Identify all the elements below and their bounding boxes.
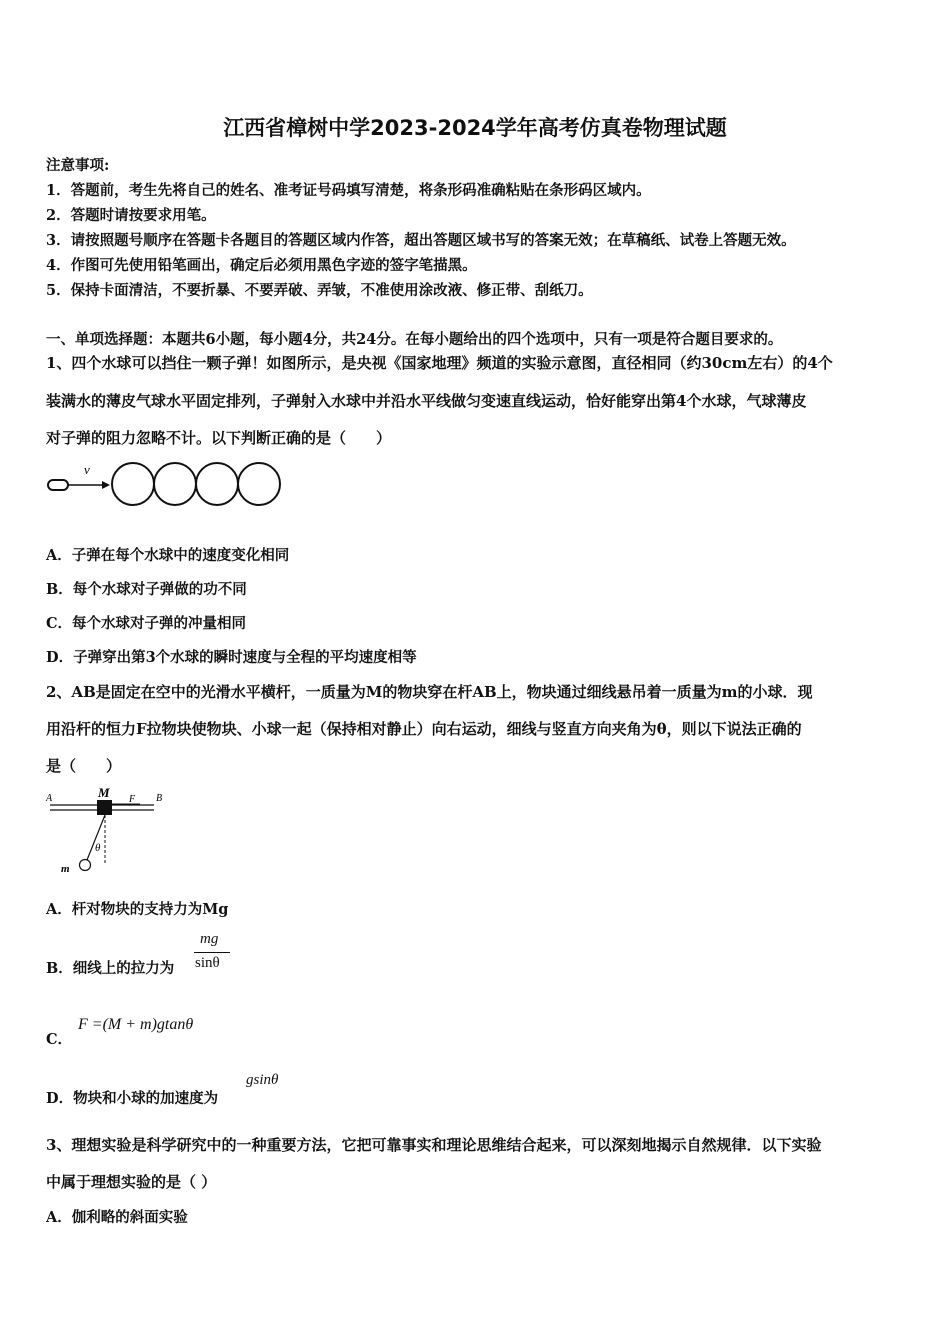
block-M xyxy=(97,800,112,815)
q3-line-1: 3、理想实验是科学研究中的一种重要方法，它把可靠事实和理论思维结合起来，可以深刻地揭示自然规律．以下实验 xyxy=(46,1136,822,1154)
q2-line-2: 用沿杆的恒力F拉物块使物块、小球一起（保持相对静止）向右运动，细线与竖直方向夹角为θ，则以下说法正确的 xyxy=(46,720,802,738)
q2-option-d: D．物块和小球的加速度为 xyxy=(46,1090,219,1107)
q1-option-c: C．每个水球对子弹的冲量相同 xyxy=(46,615,247,632)
exam-title: 江西省樟树中学2023-2024学年高考仿真卷物理试题 xyxy=(223,116,727,140)
optB-fraction-bar xyxy=(194,952,230,953)
label-M: M xyxy=(98,785,110,800)
water-ball-1 xyxy=(112,463,154,505)
bullet-shape xyxy=(48,480,68,490)
notice-item-2: 2．答题时请按要求用笔。 xyxy=(46,207,216,224)
q1-water-balloon-figure xyxy=(46,458,286,508)
notice-heading: 注意事项: xyxy=(46,157,110,174)
notice-item-4: 4．作图可先使用铅笔画出，确定后必须用黑色字迹的签字笔描黑。 xyxy=(46,257,477,274)
q1-option-a: A．子弹在每个水球中的速度变化相同 xyxy=(46,547,290,564)
label-theta: θ xyxy=(95,842,101,854)
q1-option-d: D．子弹穿出第3个水球的瞬时速度与全程的平均速度相等 xyxy=(46,649,417,666)
q3-option-a: A．伽利略的斜面实验 xyxy=(46,1209,188,1226)
label-B: B xyxy=(156,793,163,804)
notice-item-3: 3．请按照题号顺序在答题卡各题目的答题区域内作答，超出答题区域书写的答案无效；在草稿纸、试卷上答题无效。 xyxy=(46,232,796,249)
ball-m xyxy=(80,860,91,871)
q1-line-3: 对子弹的阻力忽略不计。以下判断正确的是（ ） xyxy=(46,429,392,447)
q2-line-3: 是（ ） xyxy=(46,757,122,775)
water-ball-2 xyxy=(154,463,196,505)
optC-formula: F =(M + m)gtanθ xyxy=(78,1016,194,1033)
notice-item-1: 1．答题前，考生先将自己的姓名、准考证号码填写清楚，将条形码准确粘贴在条形码区域内。 xyxy=(46,182,651,199)
optD-formula: gsinθ xyxy=(246,1072,279,1088)
optB-numerator: mg xyxy=(200,931,219,947)
q1-option-b: B．每个水球对子弹做的功不同 xyxy=(46,581,247,598)
q2-option-a: A．杆对物块的支持力为Mg xyxy=(46,901,229,918)
notice-item-5: 5．保持卡面清洁，不要折暴、不要弄破、弄皱，不准使用涂改液、修正带、刮纸刀。 xyxy=(46,282,593,299)
section-heading: 一、单项选择题：本题共6小题，每小题4分，共24分。在每小题给出的四个选项中，只有一项是符合题目要求的。 xyxy=(46,331,783,348)
velocity-arrowhead xyxy=(102,481,110,489)
water-ball-4 xyxy=(238,463,280,505)
optB-denominator: sinθ xyxy=(195,955,220,971)
water-ball-3 xyxy=(196,463,238,505)
q2-line-1: 2、AB是固定在空中的光滑水平横杆，一质量为M的物块穿在杆AB上，物块通过细线悬吊着一质量为m的小球．现 xyxy=(46,683,813,701)
q2-option-b: B．细线上的拉力为 xyxy=(46,960,175,977)
q1-line-1: 1、四个水球可以挡住一颗子弹！如图所示，是央视《国家地理》频道的实验示意图，直径相同（约30cm左右）的4个 xyxy=(46,354,833,372)
q3-line-2: 中属于理想实验的是（ ） xyxy=(46,1173,217,1191)
label-m: m xyxy=(61,863,70,875)
q1-line-2: 装满水的薄皮气球水平固定排列，子弹射入水球中并沿水平线做匀变速直线运动，恰好能穿出第4个水球，气球薄皮 xyxy=(46,392,807,410)
q2-option-c: C． xyxy=(46,1031,73,1048)
label-A: A xyxy=(46,793,53,804)
velocity-label: v xyxy=(84,462,90,477)
label-F: F xyxy=(129,794,136,805)
q2-rod-figure xyxy=(44,784,174,876)
